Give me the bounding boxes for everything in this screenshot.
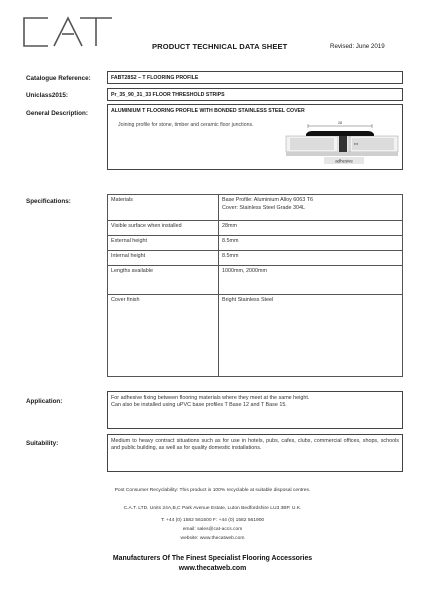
suitability-box <box>107 434 403 472</box>
suitability-label: Suitability: <box>26 440 59 447</box>
diagram-adhesive-label: adhesive <box>335 158 353 164</box>
spec-name: Internal height <box>108 251 219 266</box>
spec-value: 28mm <box>219 221 403 236</box>
table-row <box>108 195 403 221</box>
company-phone: T: +44 (0) 1582 561500 F: +44 (0) 1582 561900 <box>160 518 265 523</box>
profile-cross-section-diagram <box>284 118 400 166</box>
footer-tagline: Manufacturers Of The Finest Specialist Flooring Accessories <box>112 555 313 562</box>
description-box <box>107 104 403 170</box>
spec-name: Materials <box>108 195 219 221</box>
catalogue-label: Catalogue Reference: <box>26 75 91 82</box>
table-row <box>108 266 403 295</box>
spec-name: Visible surface when installed <box>108 221 219 236</box>
table-row <box>108 251 403 266</box>
application-line-2: Can also be installed using uPVC base profiles T Base 12 and T Base 15. <box>111 401 287 408</box>
company-email: email: sales@cat-accs.com <box>182 527 243 532</box>
application-line-1: For adhesive fixing between flooring materials where they meet at the same height. <box>111 395 310 401</box>
uniclass-value: Pr_35_90_31_33 FLOOR THRESHOLD STRIPS <box>107 88 403 101</box>
spec-value: 8.5mm <box>219 251 403 266</box>
diagram-width-label: 28 <box>338 121 342 125</box>
application-label: Application: <box>26 398 63 405</box>
document-title: PRODUCT TECHNICAL DATA SHEET <box>152 42 288 51</box>
spec-name: External height <box>108 236 219 251</box>
specifications-label: Specifications: <box>26 198 71 205</box>
footer-url: www.thecatweb.com <box>178 565 247 572</box>
uniclass-label: Uniclass2015: <box>26 92 69 99</box>
description-text: Joining profile for stone, timber and ceramic floor junctions. <box>118 122 254 128</box>
spec-value: 8.5mm <box>219 236 403 251</box>
catalogue-value: FABT28S2 – T FLOORING PROFILE <box>107 71 403 84</box>
revision-date: Revised: June 2019 <box>330 43 385 50</box>
company-address: C.A.T. LTD. Units 24A,B,C Park Avenue Estate, Luton Bedfordshire LU3 3BP. U.K. <box>123 506 302 511</box>
diagram-height-label: 8.5 <box>354 142 359 146</box>
table-row <box>108 221 403 236</box>
company-website: website: www.thecatweb.com <box>180 536 245 541</box>
recyclability-note: Post Consumer Recyclability: This product is 100% recyclable at suitable disposal centres. <box>114 488 311 493</box>
spec-name: Cover finish <box>108 295 219 377</box>
spec-value: 1000mm, 2000mm <box>219 266 403 295</box>
spec-name: Lengths available <box>108 266 219 295</box>
spec-value-line: Cover: Stainless Steel Grade 304L <box>222 205 306 211</box>
spec-value: Bright Stainless Steel <box>219 295 403 377</box>
suitability-text: Medium to heavy contract situations such as for use in hotels, pubs, cafes, clubs, commercial offices, shops, schools and public building, as well as for quality domestic installations. <box>111 438 399 451</box>
table-row <box>108 295 403 377</box>
table-row <box>108 236 403 251</box>
description-title: ALUMINIUM T FLOORING PROFILE WITH BONDED STAINLESS STEEL COVER <box>111 108 305 114</box>
spec-value-line: Base Profile: Aluminium Alloy 6063 T6 <box>222 197 313 203</box>
specifications-table <box>107 194 403 377</box>
spec-value <box>219 195 403 221</box>
cat-logo <box>18 12 116 52</box>
description-label: General Description: <box>26 110 88 117</box>
application-box <box>107 391 403 429</box>
